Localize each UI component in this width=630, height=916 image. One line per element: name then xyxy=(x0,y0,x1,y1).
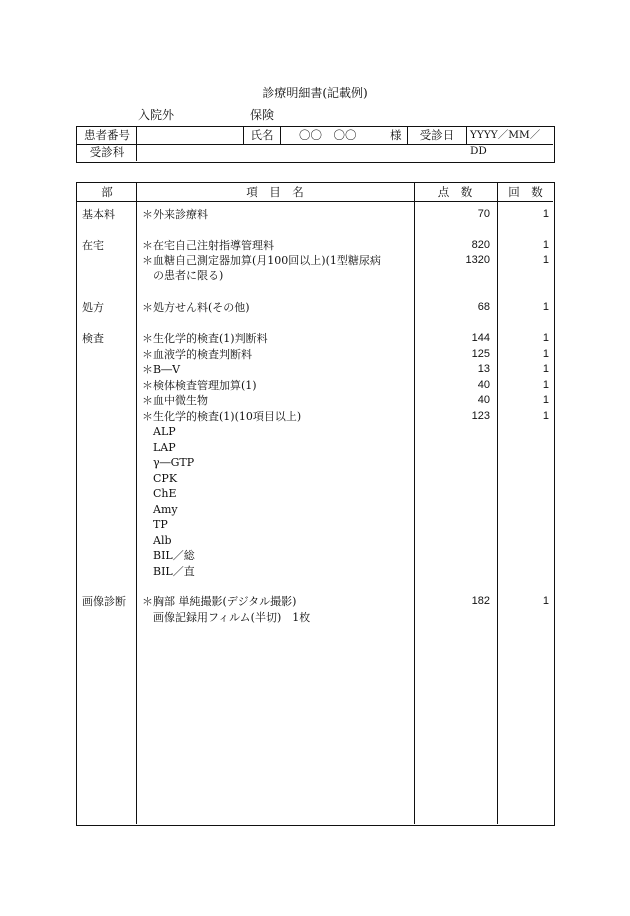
count-value: 1 xyxy=(542,301,549,313)
count-value: 1 xyxy=(542,394,549,406)
visit-date: YYYY／MM／DD xyxy=(470,129,541,157)
department-label: 受診科 xyxy=(89,145,125,159)
category-imaging: 画像診断 xyxy=(82,595,126,608)
points-value: 13 xyxy=(477,363,490,375)
line-item: ＊処方せん料(その他) xyxy=(142,301,250,314)
sub-item: γ―GTP xyxy=(142,456,195,469)
points-value: 68 xyxy=(477,301,490,313)
sub-item: BIL／総 xyxy=(142,549,195,562)
category-prescription: 処方 xyxy=(82,301,104,314)
patient-number-label: 患者番号 xyxy=(84,128,130,142)
line-item: ＊検体検査管理加算(1) xyxy=(142,378,257,392)
points-value: 40 xyxy=(477,394,490,406)
visit-date-label: 受診日 xyxy=(419,128,455,142)
sub-item: ALP xyxy=(142,425,176,438)
line-item: ＊血糖自己測定器加算(月100回以上)(1型糖尿病 xyxy=(142,254,381,267)
points-value: 182 xyxy=(471,595,490,607)
line-item: ＊生化学的検査(1)(10項目以上) xyxy=(142,409,302,423)
patient-info-table xyxy=(76,126,555,163)
category-examination: 検査 xyxy=(82,332,104,345)
sub-item: Amy xyxy=(142,502,178,516)
category-basic: 基本料 xyxy=(82,208,115,221)
column-header-item: 項 目 名 xyxy=(246,185,304,199)
count-value: 1 xyxy=(542,239,549,251)
points-value: 144 xyxy=(471,332,490,344)
count-value: 1 xyxy=(542,332,549,344)
points-value: 1320 xyxy=(465,254,490,266)
column-header-points: 点 数 xyxy=(437,185,473,199)
patient-name: 〇〇 〇〇 xyxy=(299,128,357,142)
line-item: ＊在宅自己注射指導管理料 xyxy=(142,239,274,252)
category-home-care: 在宅 xyxy=(82,239,104,252)
outpatient-label: 入院外 xyxy=(138,108,175,122)
line-item: ＊外来診療料 xyxy=(142,208,208,221)
sub-item: LAP xyxy=(142,440,176,454)
points-value: 70 xyxy=(477,208,490,220)
line-item-continuation: の患者に限る) xyxy=(142,269,224,282)
line-item: ＊B―V xyxy=(142,363,181,376)
count-value: 1 xyxy=(542,409,549,422)
sub-item: CPK xyxy=(142,471,178,485)
name-label: 氏名 xyxy=(250,128,274,142)
line-item: ＊生化学的検査(1)判断料 xyxy=(142,332,268,345)
honorific: 様 xyxy=(390,128,402,142)
column-header-count: 回 数 xyxy=(508,185,543,199)
insurance-label: 保険 xyxy=(250,108,275,122)
line-item: ＊血液学的検査判断料 xyxy=(142,347,252,361)
points-value: 820 xyxy=(471,239,490,251)
document-title: 診療明細書(記載例) xyxy=(262,86,368,100)
points-value: 123 xyxy=(471,409,490,422)
points-value: 40 xyxy=(477,378,490,391)
line-item-continuation: 画像記録用フィルム(半切) 1枚 xyxy=(142,610,311,624)
sub-item: TP xyxy=(142,518,168,531)
sub-item: ChE xyxy=(142,487,177,500)
sub-item: BIL／直 xyxy=(142,564,195,578)
line-item: ＊血中微生物 xyxy=(142,394,208,407)
count-value: 1 xyxy=(542,378,549,391)
count-value: 1 xyxy=(542,347,549,360)
points-value: 125 xyxy=(471,347,490,360)
count-value: 1 xyxy=(542,208,549,220)
line-item: ＊胸部 単純撮影(デジタル撮影) xyxy=(142,595,297,608)
column-header-category: 部 xyxy=(101,185,113,199)
count-value: 1 xyxy=(542,254,549,266)
sub-item: Alb xyxy=(142,533,172,547)
count-value: 1 xyxy=(542,595,549,607)
count-value: 1 xyxy=(542,363,549,375)
